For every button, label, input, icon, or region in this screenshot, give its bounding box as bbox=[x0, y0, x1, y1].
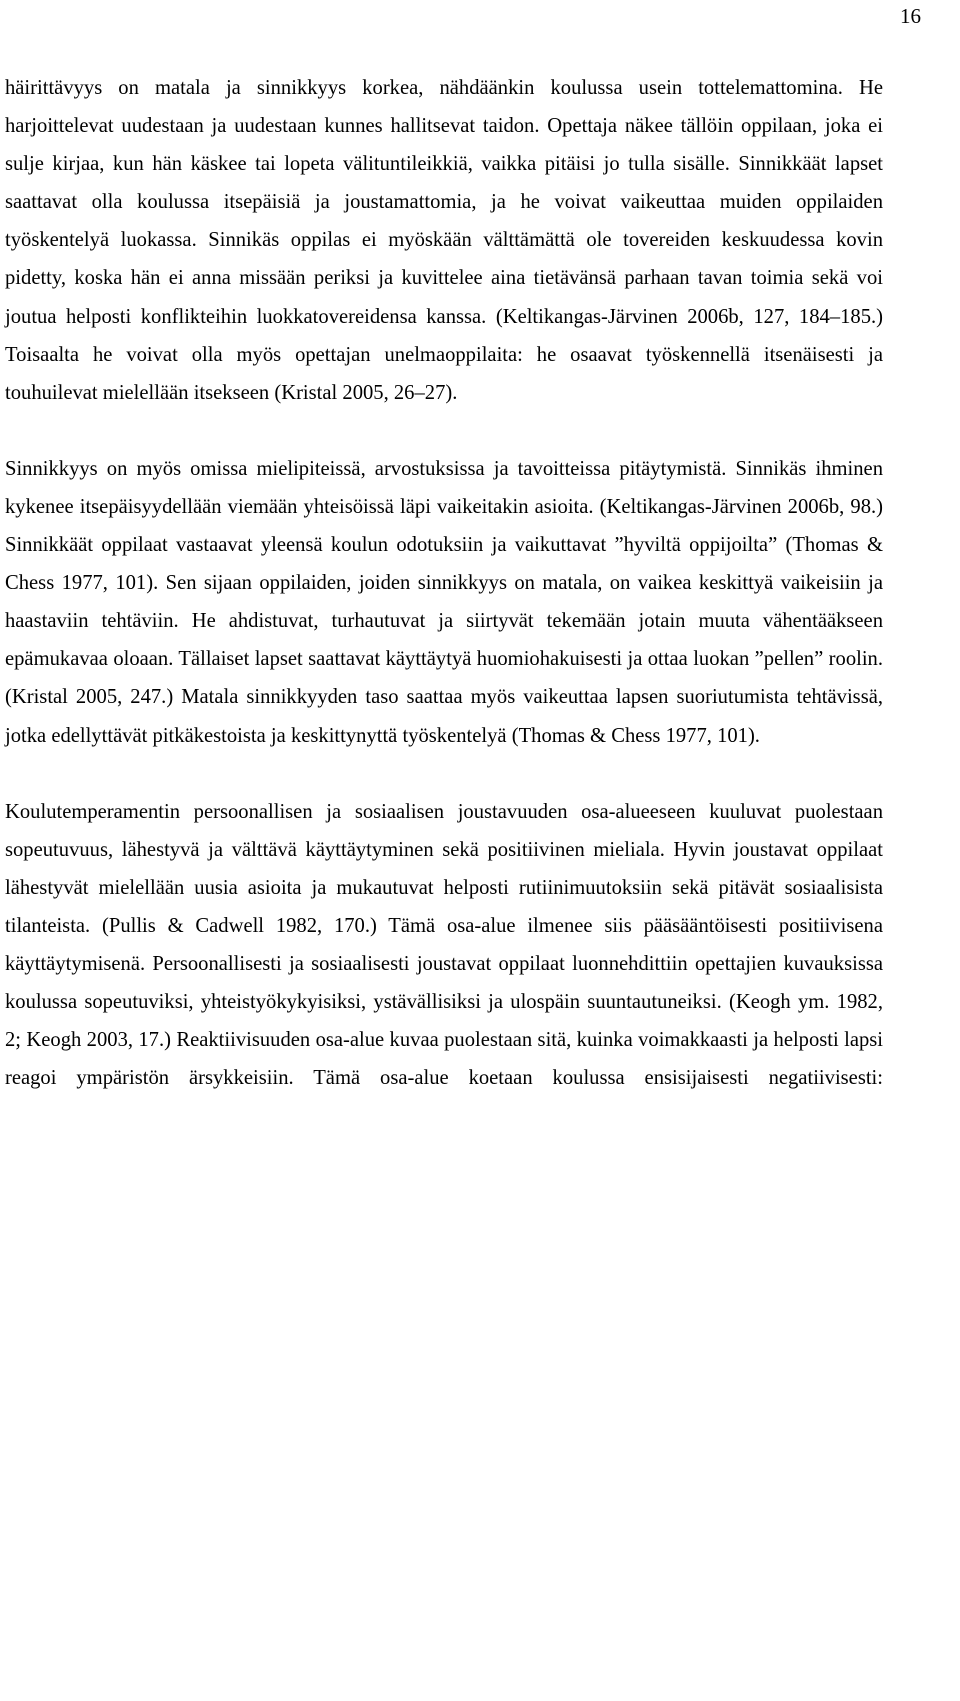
paragraph-persistence-school: häirittävyys on matala ja sinnikkyys korkea, nähdäänkin koulussa usein tottelemattomina. He harjoittelevat uudestaan ja uudestaan kunnes hallitsevat taidon. Opettaja näkee tällöin oppilaan, joka ei sulje kirjaa, kun hän käskee tai lopeta välituntileikkiä, vaikka pitäisi jo tulla sisälle. Sinnikkäät lapset saattavat olla koulussa itsepäisiä ja joustamattomia, ja he voivat vaikeuttaa muiden oppilaiden työskentelyä luokassa. Sinnikäs oppilas ei myöskään välttämättä ole tovereiden keskuudessa kovin pidetty, koska hän ei anna missään periksi ja kuvittelee aina tietävänsä parhaan tavan toimia sekä voi joutua helposti konflikteihin luokkatovereidensa kanssa. (Keltikangas-Järvinen 2006b, 127, 184–185.) Toisaalta he voivat olla myös opettajan unelmaoppilaita: he osaavat työskennellä itsenäisesti ja touhuilevat mielellään itsekseen (Kristal 2005, 26–27). bbox=[5, 77, 883, 404]
document-body bbox=[5, 69, 883, 1097]
paragraph-gap bbox=[5, 412, 883, 450]
paragraph-flexibility-reactivity: Koulutemperamentin persoonallisen ja sosiaalisen joustavuuden osa-alueeseen kuuluvat puolestaan sopeutuvuus, lähestyvä ja välttävä käyttäytyminen sekä positiivinen mieliala. Hyvin joustavat oppilaat lähestyvät mielellään uusia asioita ja mukautuvat helposti rutiinimuutoksiin sekä pitävät sosiaalisista tilanteista. (Pullis & Cadwell 1982, 170.) Tämä osa-alue ilmenee siis pääsääntöisesti positiivisena käyttäytymisenä. Persoonallisesti ja sosiaalisesti joustavat oppilaat luonnehdittiin opettajien kuvauksissa koulussa sopeutuviksi, yhteistyökykyisiksi, ystävällisiksi ja ulospäin suuntautuneiksi. (Keogh ym. 1982, 2; Keogh 2003, 17.) Reaktiivisuuden osa-alue kuvaa puolestaan sitä, kuinka voimakkaasti ja helposti lapsi reagoi ympäristön ärsykkeisiin. Tämä osa-alue koetaan koulussa ensisijaisesti negatiivisesti: bbox=[5, 800, 883, 1090]
paragraph-gap bbox=[5, 755, 883, 793]
page-number: 16 bbox=[900, 4, 921, 28]
paragraph-persistence-opinions: Sinnikkyys on myös omissa mielipiteissä, arvostuksissa ja tavoitteissa pitäytymistä. Sinnikäs ihminen kykenee itsepäisyydellään viemään yhteisöissä läpi vaikeitakin asioita. (Keltikangas-Järvinen 2006b, 98.) Sinnikkäät oppilaat vastaavat yleensä koulun odotuksiin ja vaikuttavat ”hyviltä oppijoilta” (Thomas & Chess 1977, 101). Sen sijaan oppilaiden, joiden sinnikkyys on matala, on vaikea keskittyä vaikeisiin ja haastaviin tehtäviin. He ahdistuvat, turhautuvat ja siirtyvät tekemään jotain muuta vähentääkseen epämukavaa oloaan. Tällaiset lapset saattavat käyttäytyä huomiohakuisesti ja ottaa luokan ”pellen” roolin. (Kristal 2005, 247.) Matala sinnikkyyden taso saattaa myös vaikeuttaa lapsen suoriutumista tehtävissä, jotka edellyttävät pitkäkestoista ja keskittynyttä työskentelyä (Thomas & Chess 1977, 101). bbox=[5, 457, 883, 747]
